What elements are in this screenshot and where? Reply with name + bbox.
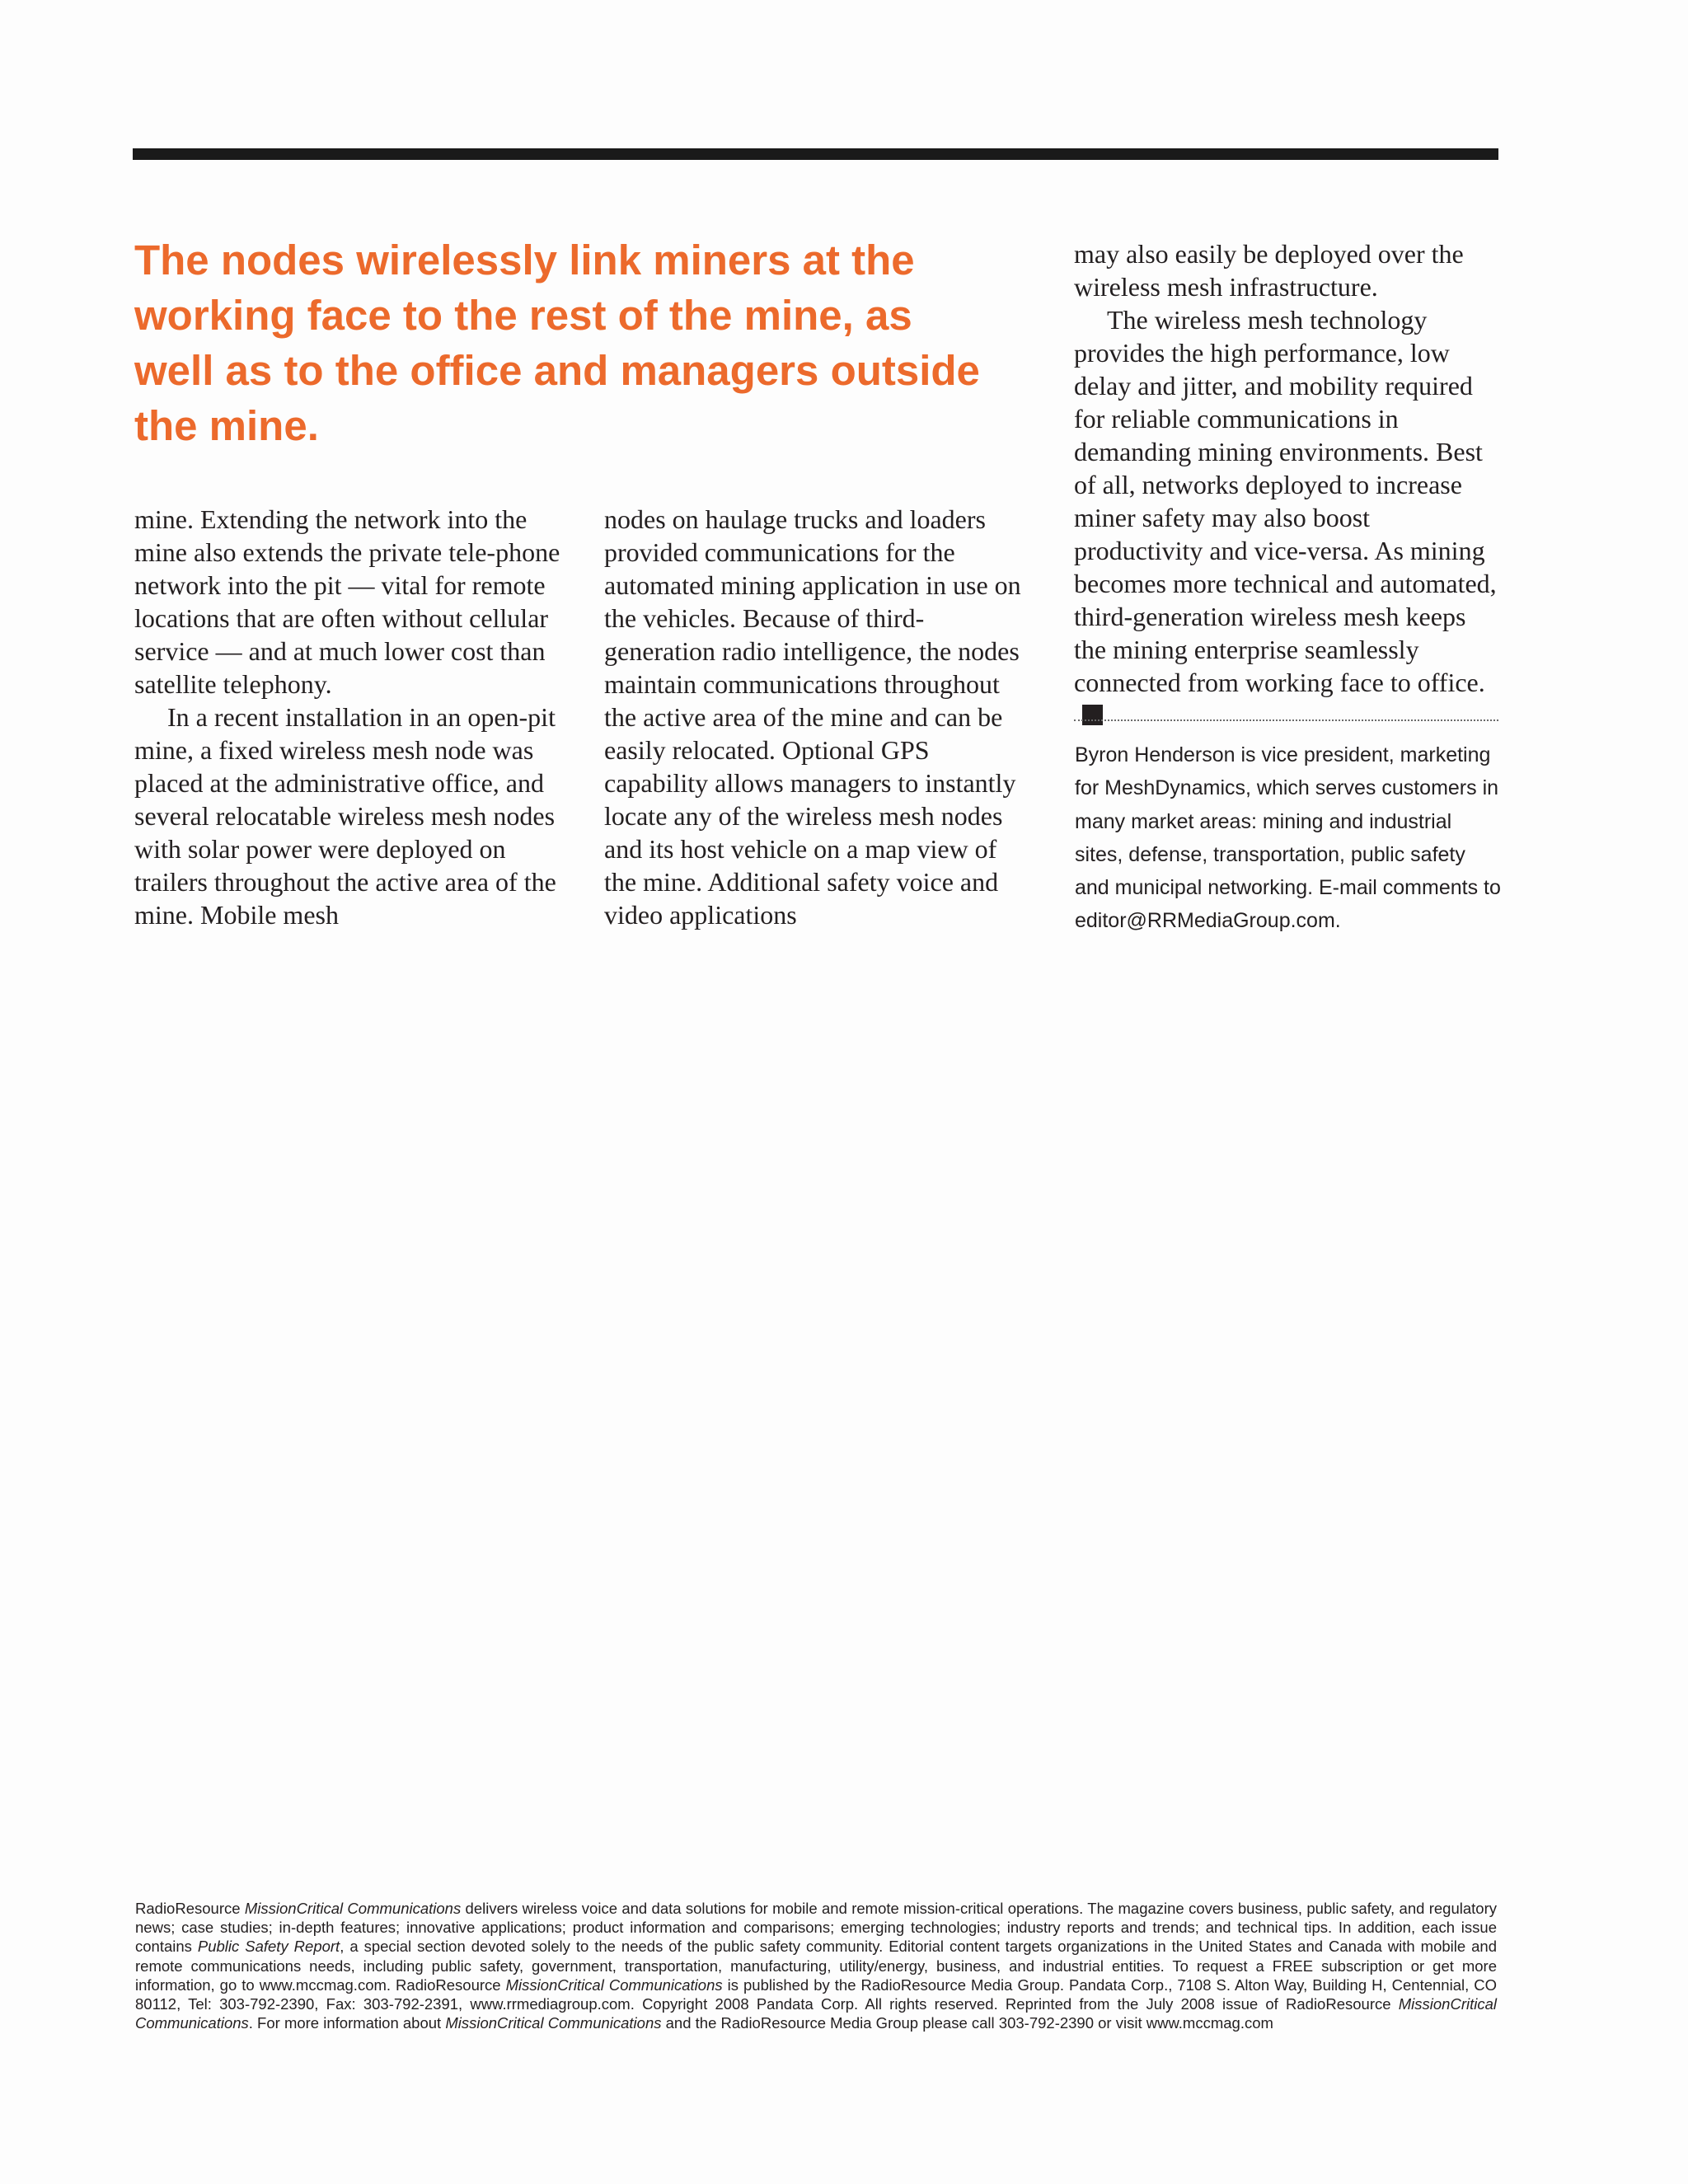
top-rule [133, 148, 1498, 160]
publication-title: MissionCritical Communications [445, 2014, 662, 2032]
article-column-1 [134, 503, 563, 931]
author-bio [1075, 738, 1503, 938]
author-bio-text: Byron Henderson is vice president, marketing for MeshDynamics, which serves customers in many market areas: mining and industrial sites, defense, transportation, public safety and municipal networking. E-mail comments to editor@RRMediaGroup.com. [1075, 743, 1501, 933]
masthead-segment: is published by the RadioResource Media Group. Pandata Corp., 7108 S. Alton Way, Building H, Centennial, CO 80112, Tel: 303-792-2390, Fax: 303-792-2391, www.rrmediagroup.com. Copyright 2008 Pandata Corp. All rights reserved. Reprinted from the July 2008 issue of RadioResource [135, 1975, 1497, 2013]
masthead-text [135, 1899, 1497, 2032]
publication-title: MissionCritical Communications [505, 1975, 723, 1994]
masthead-segment: . For more information about [248, 2014, 446, 2032]
paragraph-text: The wireless mesh technology provides the high performance, low delay and jitter, and mobility required for reliable communications in demanding mining environments. Best of all, networks deployed to increase miner safety may also boost productivity and vice-versa. As mining becomes more technical and automated, third-generation wireless mesh keeps the mining enterprise seamlessly connected from working face to office. [1074, 305, 1497, 697]
publication-title: MissionCritical Communications [135, 1995, 1497, 2032]
article-column-2 [604, 503, 1033, 931]
paragraph: mine. Extending the network into the mine also extends the private tele-phone network into the pit — vital for remote locations that are often without cellular service — and at much lower cost than satellite telephony. [134, 504, 560, 699]
paragraph-with-end-mark [1074, 303, 1503, 732]
masthead-segment: , a special section devoted solely to the needs of the public safety community. Editorial content targets organizations in the United States and Canada with mobile and remote communications needs, including public safety, government, transportation, manufacturing, utility/energy, business, and industrial entities. To request a FREE subscription or get more information, go to www.mccmag.com. RadioResource [135, 1938, 1497, 1994]
pull-quote: The nodes wirelessly link miners at the working face to the rest of the mine, as well as to the office and managers outside the mine. [134, 237, 980, 449]
masthead-segment: delivers wireless voice and data solutions for mobile and remote mission-critical operations. The magazine covers business, public safety, and regulatory news; case studies; in-depth features; innovative applications; product information and comparisons; emerging technologies; industry reports and trends; and technical tips. In addition, each issue contains [135, 1900, 1497, 1956]
article-column-3 [1074, 237, 1503, 732]
end-of-article-square-icon [1082, 705, 1103, 725]
paragraph: In a recent installation in an open-pit mine, a fixed wireless mesh node was placed at the administrative office, and several relocatable wireless mesh nodes with solar power were deployed on trailers throughout the active area of the mine. Mobile mesh [134, 702, 556, 930]
paragraph: may also easily be deployed over the wireless mesh infrastructure. [1074, 239, 1464, 302]
masthead-segment: and the RadioResource Media Group please call 303-792-2390 or visit www.mccmag.com [661, 2014, 1273, 2032]
masthead-segment: RadioResource [135, 1900, 245, 1917]
publication-title: MissionCritical Communications [244, 1900, 462, 1917]
publisher-masthead [135, 1899, 1497, 2032]
paragraph: nodes on haulage trucks and loaders provided communications for the automated mining application in use on the vehicles. Because of third-generation radio intelligence, the nodes maintain communications throughout the active area of the mine and can be easily relocated. Optional GPS capability allows managers to instantly locate any of the wireless mesh nodes and its host vehicle on a map view of the mine. Additional safety voice and video applications [604, 504, 1021, 930]
section-title: Public Safety Report [197, 1938, 340, 1956]
dotted-divider [1074, 719, 1498, 721]
